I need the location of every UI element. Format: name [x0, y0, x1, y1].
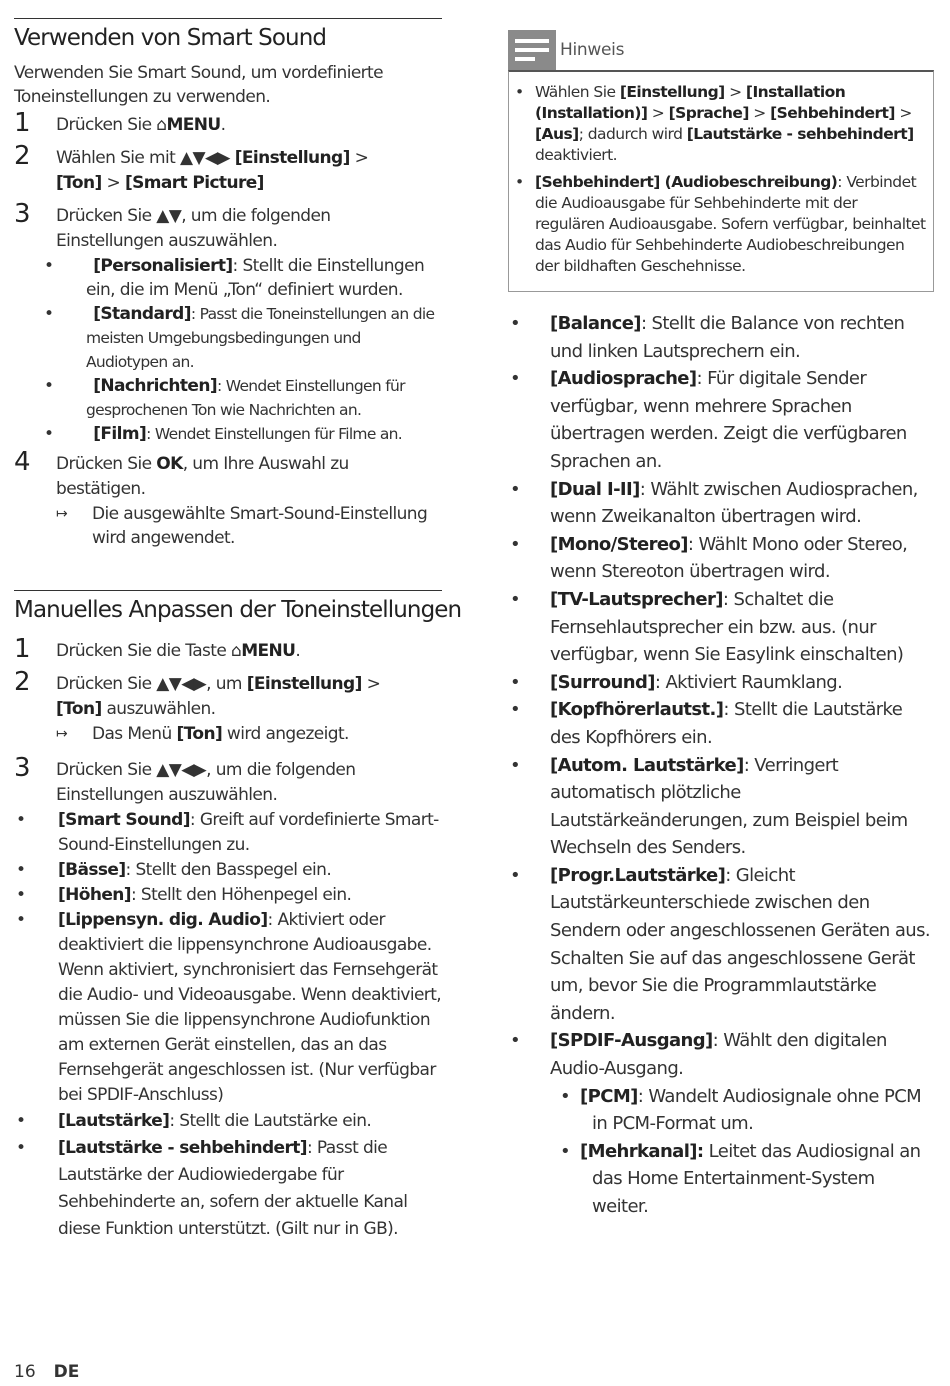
list-item: • [Nachrichten]: Wendet Einstellungen für gesprochenen Ton wie Nachrichten an.	[44, 376, 405, 419]
result-note: ↦ Die ausgewählte Smart-Sound-Einstellung wird angewendet.	[56, 504, 428, 548]
step-4: 4 Drücken Sie OK, um Ihre Auswahl zu bestätigen.	[14, 447, 349, 499]
right-column	[508, 30, 934, 1221]
page-number: 16	[14, 1362, 36, 1382]
list-item: • [Bässe]: Stellt den Basspegel ein.	[16, 860, 332, 880]
note-box	[508, 70, 934, 292]
step-1: 1 Drücken Sie ⌂MENU.	[14, 108, 226, 138]
list-item: • [Lautstärke]: Stellt die Lautstärke ein.	[16, 1111, 372, 1131]
left-column	[14, 18, 462, 1243]
list-item: • [Progr.Lautstärke]: Gleicht Lautstärkeunterschiede zwischen den Sendern oder angeschlossenen Geräten aus. Schalten Sie auf das angeschlossene Gerät um, bevor Sie die Programmlautstärke ändern.	[510, 864, 930, 1024]
note-icon	[508, 30, 556, 70]
step-2: 2 Wählen Sie mit ▲▼◀▶ [Einstellung] > [Ton] > [Smart Picture]	[14, 141, 369, 193]
list-item: • [Balance]: Stellt die Balance von rechten und linken Lautsprechern ein.	[510, 313, 905, 362]
list-item: • [Audiosprache]: Für digitale Sender verfügbar, wenn mehrere Sprachen übertragen werden. Zeigt die verfügbaren Sprachen an.	[510, 368, 907, 472]
list-item: • [Dual I-II]: Wählt zwischen Audiosprachen, wenn Zweikanalton übertragen wird.	[510, 478, 918, 528]
list-item: • [Kopfhörerlautst.]: Stellt die Lautstärke des Kopfhörers ein.	[510, 699, 903, 748]
note-title: Hinweis	[560, 40, 625, 60]
step-1: 1 Drücken Sie die Taste ⌂MENU.	[14, 634, 301, 664]
list-item: • [Lautstärke - sehbehindert]: Passt die Lautstärke der Audiowiedergabe für Sehbehinderte an, sofern der aktuelle Kanal diese Funktion unterstützt. (Gilt nur in GB).	[16, 1138, 408, 1239]
home-icon: ⌂	[231, 641, 242, 661]
result-note: ↦ Das Menü [Ton] wird angezeigt.	[56, 724, 349, 744]
list-item: • [Standard]: Passt die Toneinstellungen an die meisten Umgebungsbedingungen und Audiotypen an.	[44, 304, 435, 371]
list-item: • [TV-Lautsprecher]: Schaltet die Fernsehlautsprecher ein bzw. aus. (nur verfügbar, wenn Sie Easylink einschalten)	[510, 588, 904, 666]
result-arrow-icon: ↦	[56, 506, 68, 522]
step-2: 2 Drücken Sie ▲▼◀▶, um [Einstellung] > [Ton] auszuwählen.	[14, 667, 381, 719]
list-item: • [SPDIF-Ausgang]: Wählt den digitalen Audio-Ausgang.	[510, 1030, 887, 1080]
note-item: • [Sehbehindert] (Audiobeschreibung): Verbindet die Audioausgabe für Sehbehinderte mit der regulären Audioausgabe. Sofern verfügbar, beinhaltet das Audio für Sehbehinderte Audiobeschreibungen der bildhaften Geschehnisse.	[515, 173, 926, 275]
note-header	[508, 30, 934, 70]
list-item: • [Autom. Lautstärke]: Verringert automatisch plötzliche Lautstärkeänderungen, zum Beispiel beim Wechseln des Senders.	[510, 754, 908, 859]
sub-list-item: • [Mehrkanal]: Leitet das Audiosignal an das Home Entertainment-System weiter.	[560, 1140, 921, 1217]
step-3: 3 Drücken Sie ▲▼◀▶, um die folgenden Einstellungen auszuwählen.	[14, 753, 356, 805]
list-item: • [Höhen]: Stellt den Höhenpegel ein.	[16, 885, 352, 905]
list-item: • [Lippensyn. dig. Audio]: Aktiviert oder deaktiviert die lippensynchrone Audioausgabe. Wenn aktiviert, synchronisiert das Fernsehgerät die Audio- und Videoausgabe. Wenn deaktiviert, müssen Sie die lippensynchrone Audiofunktion am externen Gerät einstellen, das an das Fernsehgerät angeschlossen ist. (Nur verfügbar bei SPDIF-Anschluss)	[16, 910, 442, 1105]
smart-sound-options	[14, 254, 442, 446]
home-icon: ⌂	[156, 115, 167, 135]
result-arrow-icon: ↦	[56, 726, 68, 742]
page-footer	[14, 1362, 79, 1382]
section-rule	[14, 590, 442, 591]
list-item: • [Smart Sound]: Greift auf vordefinierte Smart-Sound-Einstellungen zu.	[16, 810, 439, 855]
list-item: • [Personalisiert]: Stellt die Einstellungen ein, die im Menü „Ton“ definiert wurden.	[44, 256, 425, 300]
intro-text: Verwenden Sie Smart Sound, um vordefinierte Toneinstellungen zu verwenden.	[14, 63, 383, 107]
list-item: • [Mono/Stereo]: Wählt Mono oder Stereo, wenn Stereoton übertragen wird.	[510, 533, 908, 583]
step-3: 3 Drücken Sie ▲▼, um die folgenden Einstellungen auszuwählen.	[14, 199, 331, 251]
section-title-smart-sound: Verwenden von Smart Sound	[14, 25, 327, 51]
sub-list-item: • [PCM]: Wandelt Audiosignale ohne PCM in PCM-Format um.	[560, 1085, 922, 1135]
list-item: • [Film]: Wendet Einstellungen für Filme an.	[44, 424, 403, 444]
list-item: • [Surround]: Aktiviert Raumklang.	[510, 671, 843, 693]
section-title-manual: Manuelles Anpassen der Toneinstellungen	[14, 597, 462, 623]
section-rule	[14, 18, 442, 19]
note-item: • Wählen Sie [Einstellung] > [Installation (Installation)] > [Sprache] > [Sehbehindert] > [Aus]; dadurch wird [Lautstärke - sehbehindert] deaktiviert.	[515, 83, 914, 164]
language-code: DE	[53, 1362, 80, 1382]
